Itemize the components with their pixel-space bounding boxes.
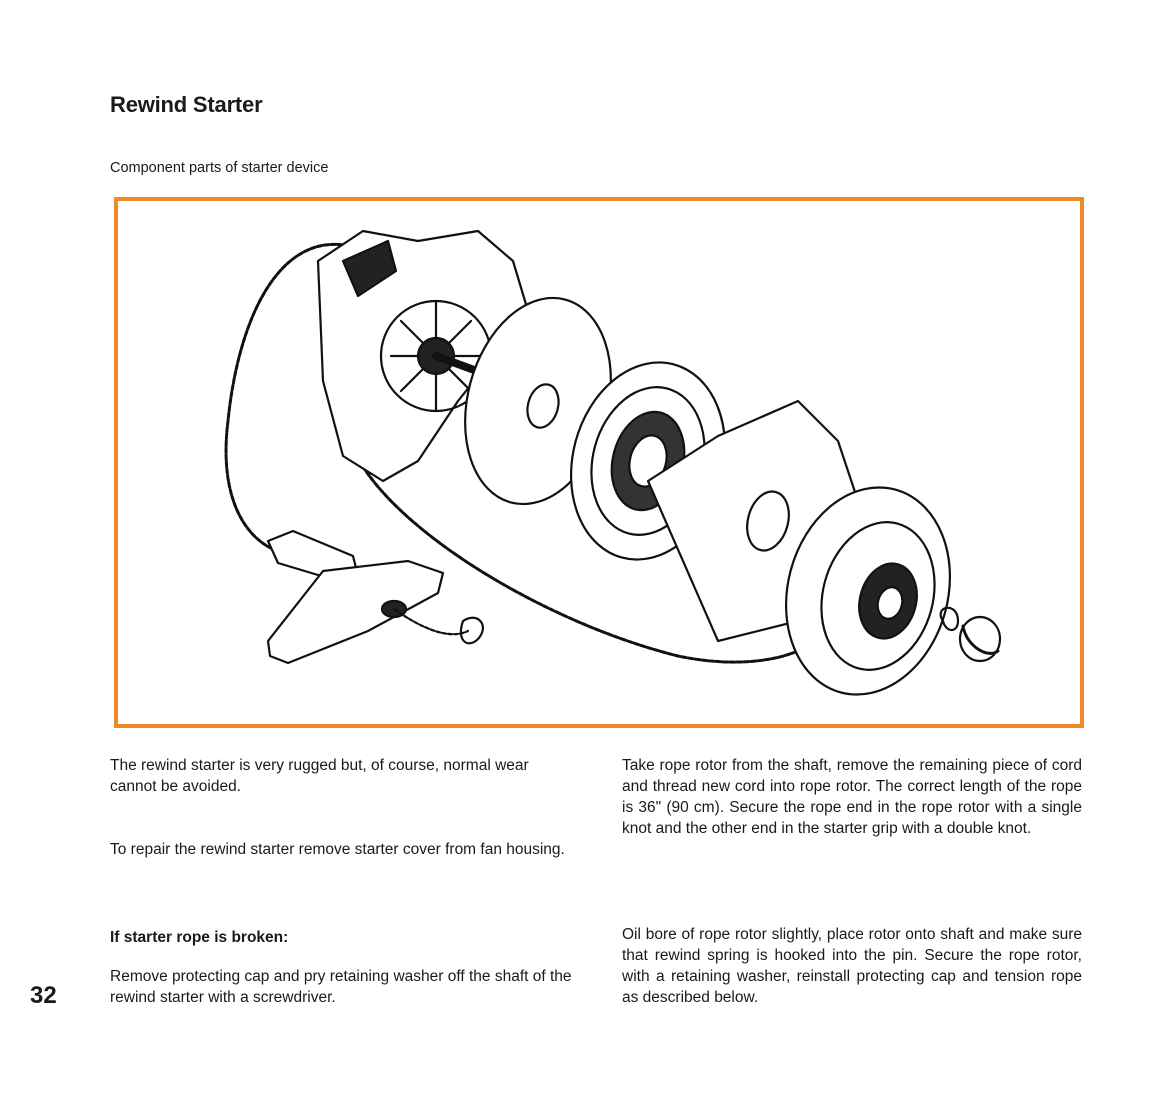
reassembly-text: Oil bore of rope rotor slightly, place rotor onto shaft and make sure that rewind spring is hooked into the pin. Secure the rope rotor, with a retaining washer, reinstall protecting cap and tension rope as described below. [622, 926, 1082, 1006]
page-title: Rewind Starter [110, 92, 263, 117]
starter-exploded-view-figure [114, 197, 1084, 728]
figure-caption: Component parts of starter device [110, 160, 329, 176]
left-para-1 [110, 755, 578, 797]
wear-text: The rewind starter is very rugged but, of course, normal wear cannot be avoided. [110, 757, 529, 795]
repair-text: To repair the rewind starter remove starter cover from fan housing. [110, 841, 565, 858]
right-para-2 [622, 924, 1082, 1008]
remove-cap-text: Remove protecting cap and pry retaining washer off the shaft of the rewind starter with a screwdriver. [110, 968, 572, 1006]
left-subheading-block [110, 927, 578, 948]
page-number: 32 [30, 982, 57, 1009]
broken-rope-subheading: If starter rope is broken: [110, 929, 289, 946]
rope-rotor-text: Take rope rotor from the shaft, remove the remaining piece of cord and thread new cord into rope rotor. The correct length of the rope is 36" (90 cm). Secure the rope end in the rope rotor with a single knot and the other end in the starter grip with a double knot. [622, 757, 1082, 837]
left-para-3 [110, 966, 578, 1008]
right-para-1 [622, 755, 1082, 839]
protecting-cap [960, 617, 1000, 661]
left-para-2 [110, 839, 578, 860]
